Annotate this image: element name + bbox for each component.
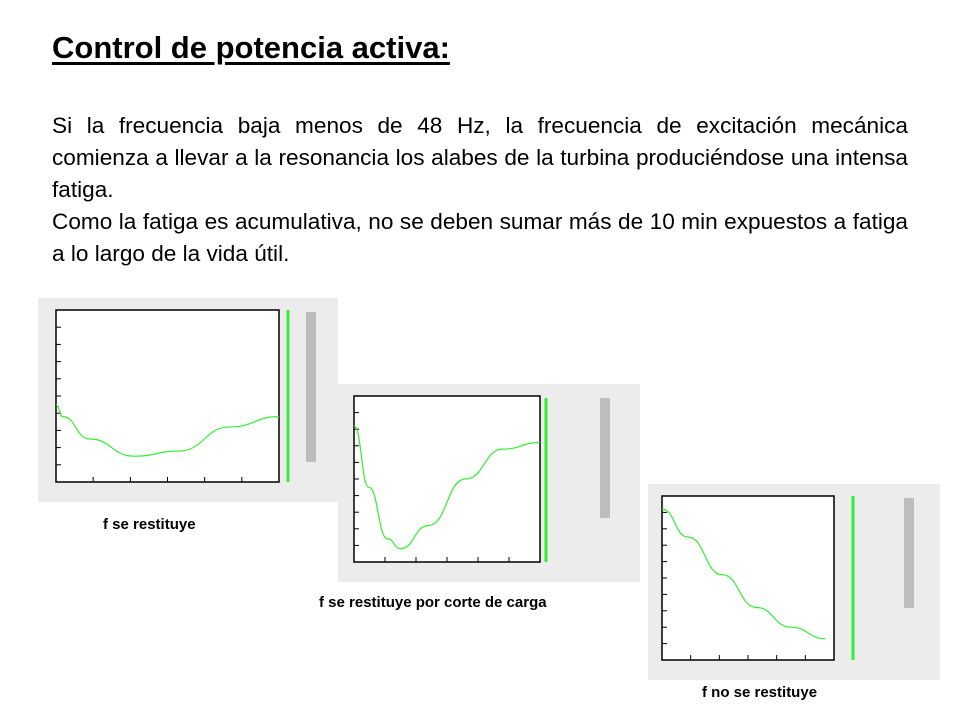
caption-f-se-restituye: f se restituye — [103, 516, 196, 533]
stamp-label-block — [306, 312, 316, 462]
plot-frame — [354, 396, 540, 562]
body-text — [52, 110, 908, 270]
paragraph-fatigue: Como la fatiga es acumulativa, no se deben sumar más de 10 min expuestos a fatiga a lo largo de la vida útil. — [52, 209, 908, 266]
caption-f-se-restituye-por-corte-de-carga: f se restituye por corte de carga — [319, 594, 547, 611]
plot-frame — [662, 496, 834, 660]
paragraph-resonance: Si la frecuencia baja menos de 48 Hz, la frecuencia de excitación mecánica comienza a llevar a la resonancia los alabes de la turbina produciéndose una intensa fatiga. — [52, 113, 908, 202]
caption-f-no-se-restituye: f no se restituye — [702, 684, 818, 701]
plot-f-se-restituye — [38, 298, 338, 502]
plot-f-se-restituye-graphic — [38, 298, 338, 502]
slide-title: Control de potencia activa: — [52, 30, 450, 65]
plot-f-se-restituye-por-corte-de-carga-graphic — [338, 384, 640, 582]
plot-f-se-restituye-por-corte-de-carga — [338, 384, 640, 582]
stamp-label-block — [600, 398, 610, 518]
plot-frame — [56, 310, 279, 482]
plot-f-no-se-restituye-graphic — [648, 484, 940, 680]
plot-f-no-se-restituye — [648, 484, 940, 680]
stamp-label-block — [904, 498, 914, 608]
